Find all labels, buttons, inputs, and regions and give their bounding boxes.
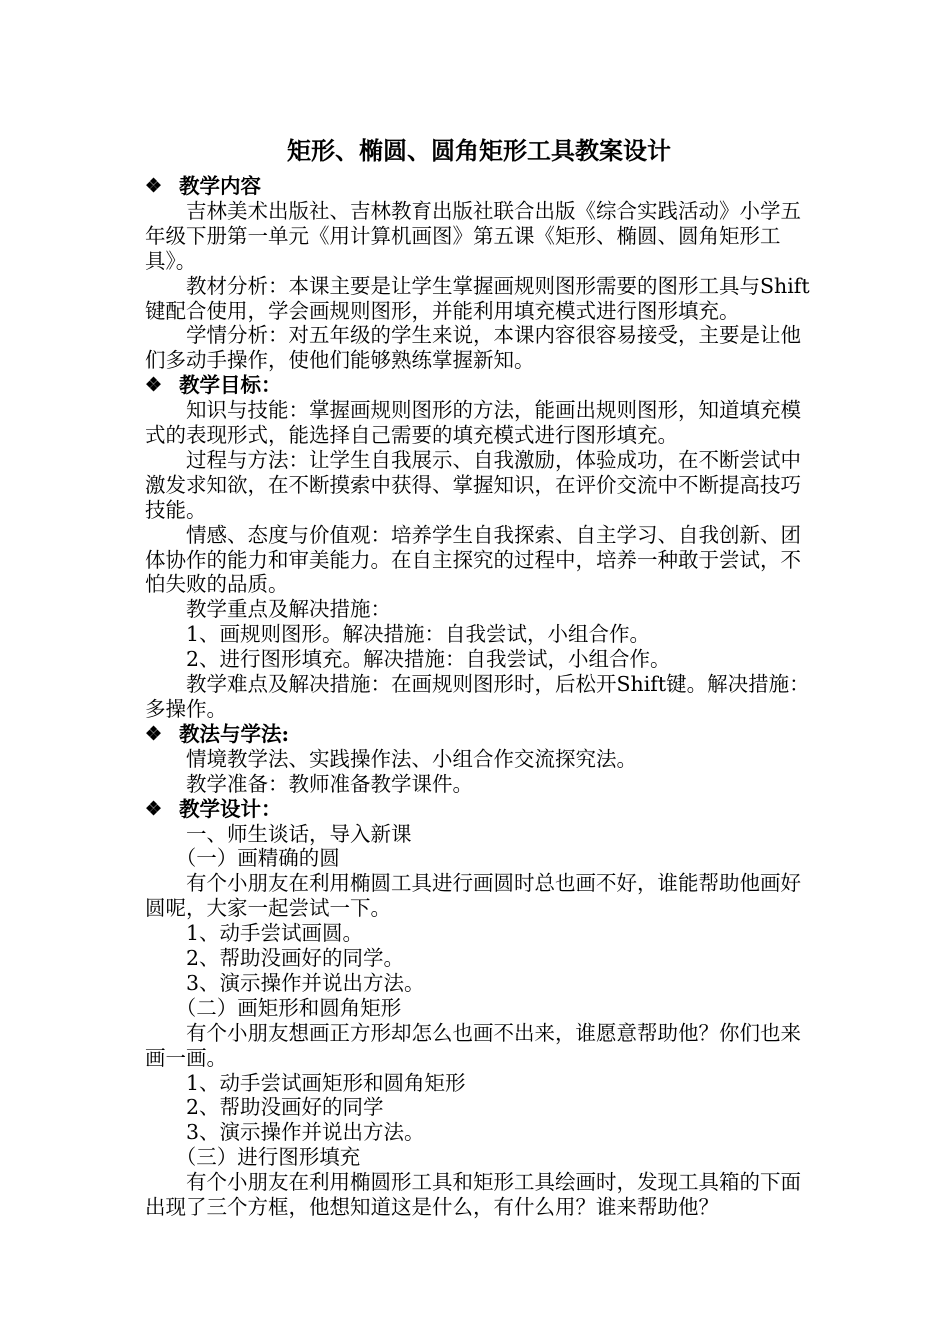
section-heading-label: 教学目标： [179, 373, 282, 398]
paragraph: 教材分析：本课主要是让学生掌握画规则图形需要的图形工具与Shift键配合使用，学会画规则图形，并能利用填充模式进行图形填充。 [145, 273, 810, 323]
paragraph: 有个小朋友在利用椭圆工具进行画圆时总也画不好，谁能帮助他画好圆呢，大家一起尝试一下。 [145, 871, 801, 921]
paragraph: 吉林美术出版社、吉林教育出版社联合出版《综合实践活动》小学五年级下册第一单元《用计算机画图》第五课《矩形、椭圆、圆角矩形工具》。 [145, 198, 801, 273]
paragraph: 教学难点及解决措施：在画规则图形时，后松开Shift键。解决措施：多操作。 [145, 672, 810, 721]
section-heading-design [145, 797, 813, 822]
paragraph: 情感、态度与价值观：培养学生自我探索、自主学习、自我创新、团体协作的能力和审美能力。在自主探究的过程中，培养一种敢于尝试，不怕失败的品质。 [145, 522, 801, 597]
paragraph: 知识与技能：掌握画规则图形的方法，能画出规则图形，知道填充模式的表现形式，能选择自己需要的填充模式进行图形填充。 [145, 398, 801, 448]
document-page [145, 134, 813, 1220]
diamond-bullet-icon: ❖ [145, 722, 163, 745]
paragraph: 过程与方法：让学生自我展示、自我激励，体验成功，在不断尝试中激发求知欲，在不断摸索中获得、掌握知识，在评价交流中不断提高技巧技能。 [145, 447, 801, 522]
section-heading-label: 教学设计： [179, 796, 282, 821]
text-line: 1、动手尝试画矩形和圆角矩形 [186, 1070, 466, 1095]
section-heading-label: 教法与学法: [179, 721, 290, 746]
diamond-bullet-icon: ❖ [145, 797, 163, 820]
document-title: 矩形、椭圆、圆角矩形工具教案设计 [287, 136, 671, 165]
text-line: 2、帮助没画好的同学 [186, 1095, 384, 1120]
section-heading-label: 教学内容 [179, 174, 261, 198]
text-line: 1、动手尝试画圆。 [186, 921, 364, 946]
paragraph: 有个小朋友在利用椭圆形工具和矩形工具绘画时，发现工具箱的下面出现了三个方框，他想知道这是什么，有什么用？谁来帮助他？ [145, 1170, 801, 1220]
text-line: 情境教学法、实践操作法、小组合作交流探究法。 [186, 746, 637, 771]
text-line: 2、帮助没画好的同学。 [186, 946, 405, 971]
text-line: 教学重点及解决措施： [186, 597, 391, 622]
text-line: 3、演示操作并说出方法。 [186, 1120, 425, 1145]
text-line: 教学准备：教师准备教学课件。 [186, 771, 473, 796]
section-heading-methods [145, 722, 813, 747]
diamond-bullet-icon: ❖ [145, 374, 163, 397]
subsection-title: （一）画精确的圆 [175, 846, 340, 871]
text-line: 一、师生谈话，导入新课 [186, 821, 412, 846]
diamond-bullet-icon: ❖ [145, 175, 163, 197]
text-line: 3、演示操作并说出方法。 [186, 970, 425, 995]
section-heading-goals [145, 373, 813, 398]
paragraph: 学情分析：对五年级的学生来说，本课内容很容易接受，主要是让他们多动手操作，使他们能够熟练掌握新知。 [145, 323, 801, 373]
paragraph: 有个小朋友想画正方形却怎么也画不出来，谁愿意帮助他？你们也来画一画。 [145, 1020, 801, 1070]
section-heading-content [145, 174, 813, 199]
text-line: 2、进行图形填充。解决措施：自我尝试，小组合作。 [186, 647, 671, 672]
text-line: 1、画规则图形。解决措施：自我尝试，小组合作。 [186, 622, 651, 647]
subsection-title: （二）画矩形和圆角矩形 [175, 995, 402, 1020]
subsection-title: （三）进行图形填充 [175, 1145, 361, 1170]
